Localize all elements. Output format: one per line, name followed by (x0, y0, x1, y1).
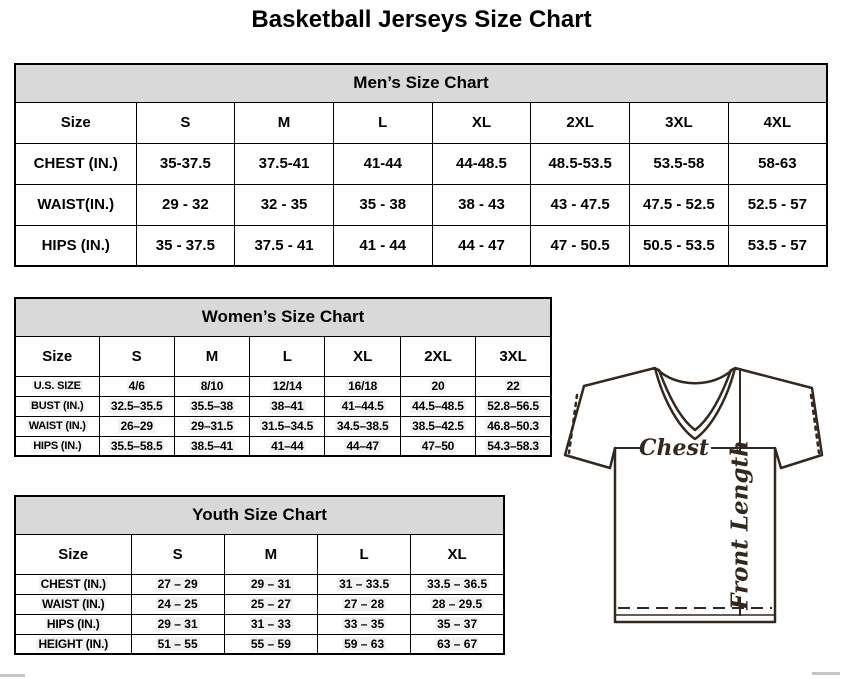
cell-text: 29–31.5 (191, 419, 233, 433)
size-value-cell: 35 - 38 (333, 184, 432, 225)
size-label: Size (15, 102, 136, 143)
cell-text: U.S. SIZE (33, 380, 81, 392)
size-value-cell (411, 574, 504, 594)
size-value-cell: 43 - 47.5 (531, 184, 630, 225)
table-row (15, 184, 827, 225)
size-value-cell: 41 - 44 (333, 225, 432, 266)
size-value-cell (174, 376, 249, 396)
column-header: S (136, 102, 235, 143)
cell-text: 38.5–42.5 (412, 419, 464, 433)
column-header: L (318, 534, 411, 574)
cell-text: HIPS (IN.) (46, 617, 100, 631)
size-value-cell: 44-48.5 (432, 143, 531, 184)
cell-text: 47–50 (421, 438, 455, 453)
row-label (15, 634, 131, 654)
table-header-row (15, 64, 827, 102)
size-value-cell: 47 - 50.5 (531, 225, 630, 266)
cell-text: 20 (431, 379, 445, 393)
column-header: XL (432, 102, 531, 143)
row-label (15, 574, 131, 594)
size-value-cell (325, 376, 400, 396)
size-value-cell (99, 416, 174, 436)
cell-text: 44–47 (346, 438, 379, 453)
size-value-cell: 37.5-41 (235, 143, 334, 184)
table-row (15, 614, 504, 634)
cell-text: 31 – 33.5 (339, 577, 390, 591)
cell-text: 59 – 63 (344, 636, 385, 651)
cell-text: HEIGHT (IN.) (38, 636, 109, 651)
table-row (15, 594, 504, 614)
cell-text: 33 – 35 (344, 617, 385, 631)
cell-text: 38.5–41 (191, 438, 233, 453)
size-value-cell (411, 594, 504, 614)
size-value-cell (174, 396, 249, 416)
size-value-cell (224, 634, 317, 654)
size-value-cell: 37.5 - 41 (235, 225, 334, 266)
size-value-cell: 44 - 47 (432, 225, 531, 266)
size-value-cell (400, 376, 475, 396)
cell-text: 63 – 67 (437, 636, 478, 651)
cell-text: 35 – 37 (437, 617, 478, 631)
size-value-cell (400, 396, 475, 416)
table-row (15, 416, 551, 436)
row-label: WAIST(IN.) (15, 184, 136, 225)
size-value-cell (99, 376, 174, 396)
size-value-cell (325, 416, 400, 436)
cell-text: BUST (IN.) (31, 400, 84, 412)
size-value-cell (318, 574, 411, 594)
size-value-cell (250, 416, 325, 436)
cell-text: 16/18 (348, 379, 378, 393)
cell-text: 41–44 (271, 438, 304, 453)
collar-back-curve (657, 369, 733, 383)
size-value-cell (131, 574, 224, 594)
size-value-cell (325, 396, 400, 416)
table-header-row (15, 298, 551, 336)
scrollbar-fragment-right[interactable] (812, 672, 840, 675)
size-value-cell (131, 634, 224, 654)
size-value-cell (224, 574, 317, 594)
cell-text: 41–44.5 (341, 399, 384, 413)
cell-text: WAIST (IN.) (28, 420, 86, 432)
cell-text: 26–29 (120, 419, 153, 433)
size-value-cell: 35 - 37.5 (136, 225, 235, 266)
size-value-cell (250, 436, 325, 456)
cell-text: 32.5–35.5 (110, 399, 163, 413)
size-value-cell (250, 396, 325, 416)
row-label (15, 594, 131, 614)
column-header: 3XL (630, 102, 729, 143)
jersey-diagram (556, 358, 832, 630)
size-value-cell (476, 376, 551, 396)
size-value-cell: 58-63 (728, 143, 827, 184)
column-header: XL (325, 336, 400, 376)
size-value-cell (325, 436, 400, 456)
front-length-label: Front Length (726, 440, 754, 610)
size-value-cell (250, 376, 325, 396)
cell-text: 4/6 (128, 379, 145, 393)
mens-table-title: Men’s Size Chart (15, 64, 827, 102)
size-header-row (15, 336, 551, 376)
cell-text: 8/10 (200, 379, 224, 393)
youth-size-table (14, 495, 505, 655)
column-header: S (99, 336, 174, 376)
size-value-cell (476, 416, 551, 436)
size-value-cell (174, 416, 249, 436)
table-row (15, 376, 551, 396)
cell-text: CHEST (IN.) (40, 577, 106, 591)
size-label: Size (15, 534, 131, 574)
cell-text: 52.8–56.5 (487, 399, 539, 413)
cell-text: 44.5–48.5 (412, 399, 464, 413)
size-value-cell: 32 - 35 (235, 184, 334, 225)
column-header: M (224, 534, 317, 574)
table-header-row (15, 496, 504, 534)
mens-size-table (14, 63, 828, 267)
column-header: M (235, 102, 334, 143)
row-label (15, 396, 99, 416)
table-row (15, 225, 827, 266)
womens-size-table (14, 297, 552, 457)
column-header: L (333, 102, 432, 143)
youth-table-title: Youth Size Chart (15, 496, 504, 534)
size-value-cell (411, 614, 504, 634)
page-title: Basketball Jerseys Size Chart (251, 6, 592, 33)
cell-text: HIPS (IN.) (33, 439, 82, 452)
cell-text: 25 – 27 (250, 597, 291, 611)
size-value-cell: 29 - 32 (136, 184, 235, 225)
cell-text: 51 – 55 (157, 636, 198, 651)
size-value-cell: 38 - 43 (432, 184, 531, 225)
cell-text: 31.5–34.5 (261, 419, 314, 433)
size-value-cell (318, 614, 411, 634)
size-value-cell (476, 396, 551, 416)
size-header-row (15, 102, 827, 143)
size-label: Size (15, 336, 99, 376)
size-value-cell: 47.5 - 52.5 (630, 184, 729, 225)
jersey-outline (565, 368, 822, 622)
cell-text: 35.5–58.5 (110, 438, 163, 453)
size-value-cell: 41-44 (333, 143, 432, 184)
size-value-cell (318, 634, 411, 654)
size-value-cell (131, 614, 224, 634)
womens-table-title: Women’s Size Chart (15, 298, 551, 336)
size-value-cell: 53.5-58 (630, 143, 729, 184)
table-row (15, 634, 504, 654)
table-row (15, 143, 827, 184)
cell-text: 46.8–50.3 (487, 419, 539, 433)
cell-text: 29 – 31 (157, 617, 198, 631)
row-label: HIPS (IN.) (15, 225, 136, 266)
size-value-cell: 52.5 - 57 (728, 184, 827, 225)
column-header: S (131, 534, 224, 574)
size-value-cell (411, 634, 504, 654)
size-value-cell (400, 416, 475, 436)
row-label (15, 436, 99, 456)
size-value-cell (224, 614, 317, 634)
size-value-cell (131, 594, 224, 614)
size-value-cell (224, 594, 317, 614)
row-label (15, 376, 99, 396)
table-row (15, 574, 504, 594)
chest-label: Chest (638, 435, 710, 461)
cell-text: 24 – 25 (157, 597, 198, 611)
cell-text: 35.5–38 (191, 399, 233, 413)
column-header: 2XL (400, 336, 475, 376)
cell-text: 12/14 (272, 379, 302, 393)
column-header: 4XL (728, 102, 827, 143)
column-header: 3XL (476, 336, 551, 376)
cell-text: 55 – 59 (250, 636, 291, 651)
cell-text: 22 (506, 379, 520, 393)
cell-text: 38–41 (271, 399, 304, 413)
cell-text: 27 – 29 (157, 577, 198, 591)
cell-text: 28 – 29.5 (432, 597, 483, 611)
cell-text: 29 – 31 (250, 577, 291, 591)
size-value-cell: 35-37.5 (136, 143, 235, 184)
size-value-cell: 53.5 - 57 (728, 225, 827, 266)
size-header-row (15, 534, 504, 574)
scrollbar-fragment-left[interactable] (0, 674, 25, 677)
cell-text: 31 – 33 (250, 617, 291, 631)
size-value-cell (400, 436, 475, 456)
size-value-cell: 48.5-53.5 (531, 143, 630, 184)
column-header: L (250, 336, 325, 376)
cell-text: 27 – 28 (344, 597, 385, 611)
column-header: 2XL (531, 102, 630, 143)
column-header: XL (411, 534, 504, 574)
table-row (15, 396, 551, 416)
row-label: CHEST (IN.) (15, 143, 136, 184)
size-value-cell (174, 436, 249, 456)
cell-text: 54.3–58.3 (487, 438, 539, 453)
cell-text: 34.5–38.5 (336, 419, 389, 433)
cell-text: WAIST (IN.) (42, 597, 105, 611)
row-label (15, 614, 131, 634)
column-header: M (174, 336, 249, 376)
size-value-cell: 50.5 - 53.5 (630, 225, 729, 266)
size-value-cell (99, 436, 174, 456)
table-row (15, 436, 551, 456)
size-value-cell (318, 594, 411, 614)
size-value-cell (99, 396, 174, 416)
size-value-cell (476, 436, 551, 456)
row-label (15, 416, 99, 436)
cell-text: 33.5 – 36.5 (427, 577, 488, 591)
